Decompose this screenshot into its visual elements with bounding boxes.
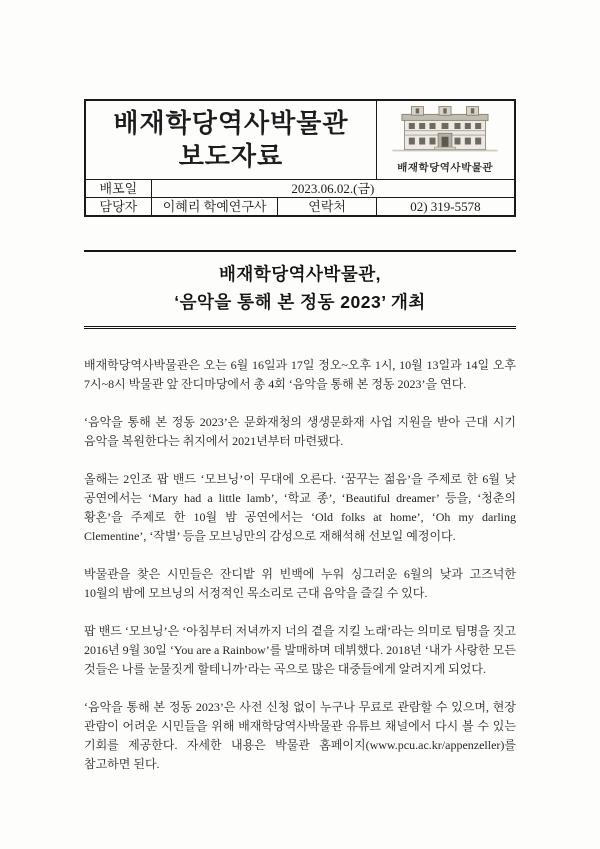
body-paragraph: 팝 밴드 ‘모브닝’은 ‘아침부터 저녁까지 너의 곁을 지킬 노래’라는 의미로 팀명을 짓고 2016년 9월 30일 ‘You are a Rainbow’를 발매하며 데뷔했다. 2018년 ‘내가 사랑한 모든 것들은 나를 눈물짓게 할테니까’라는 곡으로 많은 대중들에게 알려지게 되었다. (84, 624, 516, 676)
logo-cell (376, 100, 515, 180)
press-header-table (84, 99, 516, 217)
contact-label: 담당자 (85, 198, 151, 217)
logo-caption: 배재학당역사박물관 (397, 163, 494, 174)
phone-value: 02) 319-5578 (376, 198, 515, 217)
body-paragraph: ‘음악을 통해 본 정동 2023’은 문화재청의 생생문화재 사업 지원을 받아 근대 시기 음악을 복원한다는 취지에서 2021년부터 마련됐다. (84, 415, 516, 448)
headline-box (84, 250, 516, 329)
body-paragraph: 배재학당역사박물관은 오는 6월 16일과 17일 정오~오후 1시, 10월 13일과 14일 오후 7시~8시 박물관 앞 잔디마당에서 총 4회 ‘음악을 통해 본 정동 2023’을 연다. (84, 358, 516, 391)
release-date-value: 2023.06.02.(금) (151, 180, 515, 198)
body-paragraph: 올해는 2인조 팝 밴드 ‘모브닝’이 무대에 오른다. ‘꿈꾸는 젊음’을 주제로 한 6월 낮 공연에서는 ‘Mary had a little lamb’, ‘학교 종’, ‘Beautiful dreamer’ 등을, ‘청춘의 황혼’을 주제로 한 10월 밤 공연에서는 ‘Old folks at home’, ‘Oh my darling Clementine’, ‘작별’ 등을 모브닝만의 감성으로 재해석해 선보일 예정이다. (84, 472, 516, 543)
headline-line1: 배재학당역사박물관, (218, 264, 381, 284)
museum-building-icon (389, 141, 501, 158)
article-body (84, 356, 516, 774)
museum-logo (389, 104, 501, 175)
contact-value: 이혜리 학예연구사 (151, 198, 278, 217)
org-title-cell (85, 100, 376, 180)
body-paragraph: 박물관을 찾은 시민들은 잔디밭 위 빈백에 누워 싱그러운 6월의 낮과 고즈넉한 10월의 밤에 모브닝의 서정적인 목소리로 근대 음악을 즐길 수 있다. (84, 567, 516, 600)
page-content (84, 99, 516, 774)
org-title-line2: 보도자료 (178, 142, 284, 171)
headline-line2: ‘음악을 통해 본 정동 2023’ 개최 (174, 292, 426, 312)
org-title-line1: 배재학당역사박물관 (113, 109, 349, 138)
phone-label: 연락처 (278, 198, 376, 217)
body-paragraph: ‘음악을 통해 본 정동 2023’은 사전 신청 없이 누구나 무료로 관람할 수 있으며, 현장 관람이 어려운 시민들을 위해 배재학당역사박물관 유튜브 채널에서 다시 볼 수 있는 기회를 제공한다. 자세한 내용은 박물관 홈페이지(www.pcu.ac.kr/appenzeller)를 참고하면 된다. (84, 700, 516, 771)
release-date-label: 배포일 (85, 180, 151, 198)
